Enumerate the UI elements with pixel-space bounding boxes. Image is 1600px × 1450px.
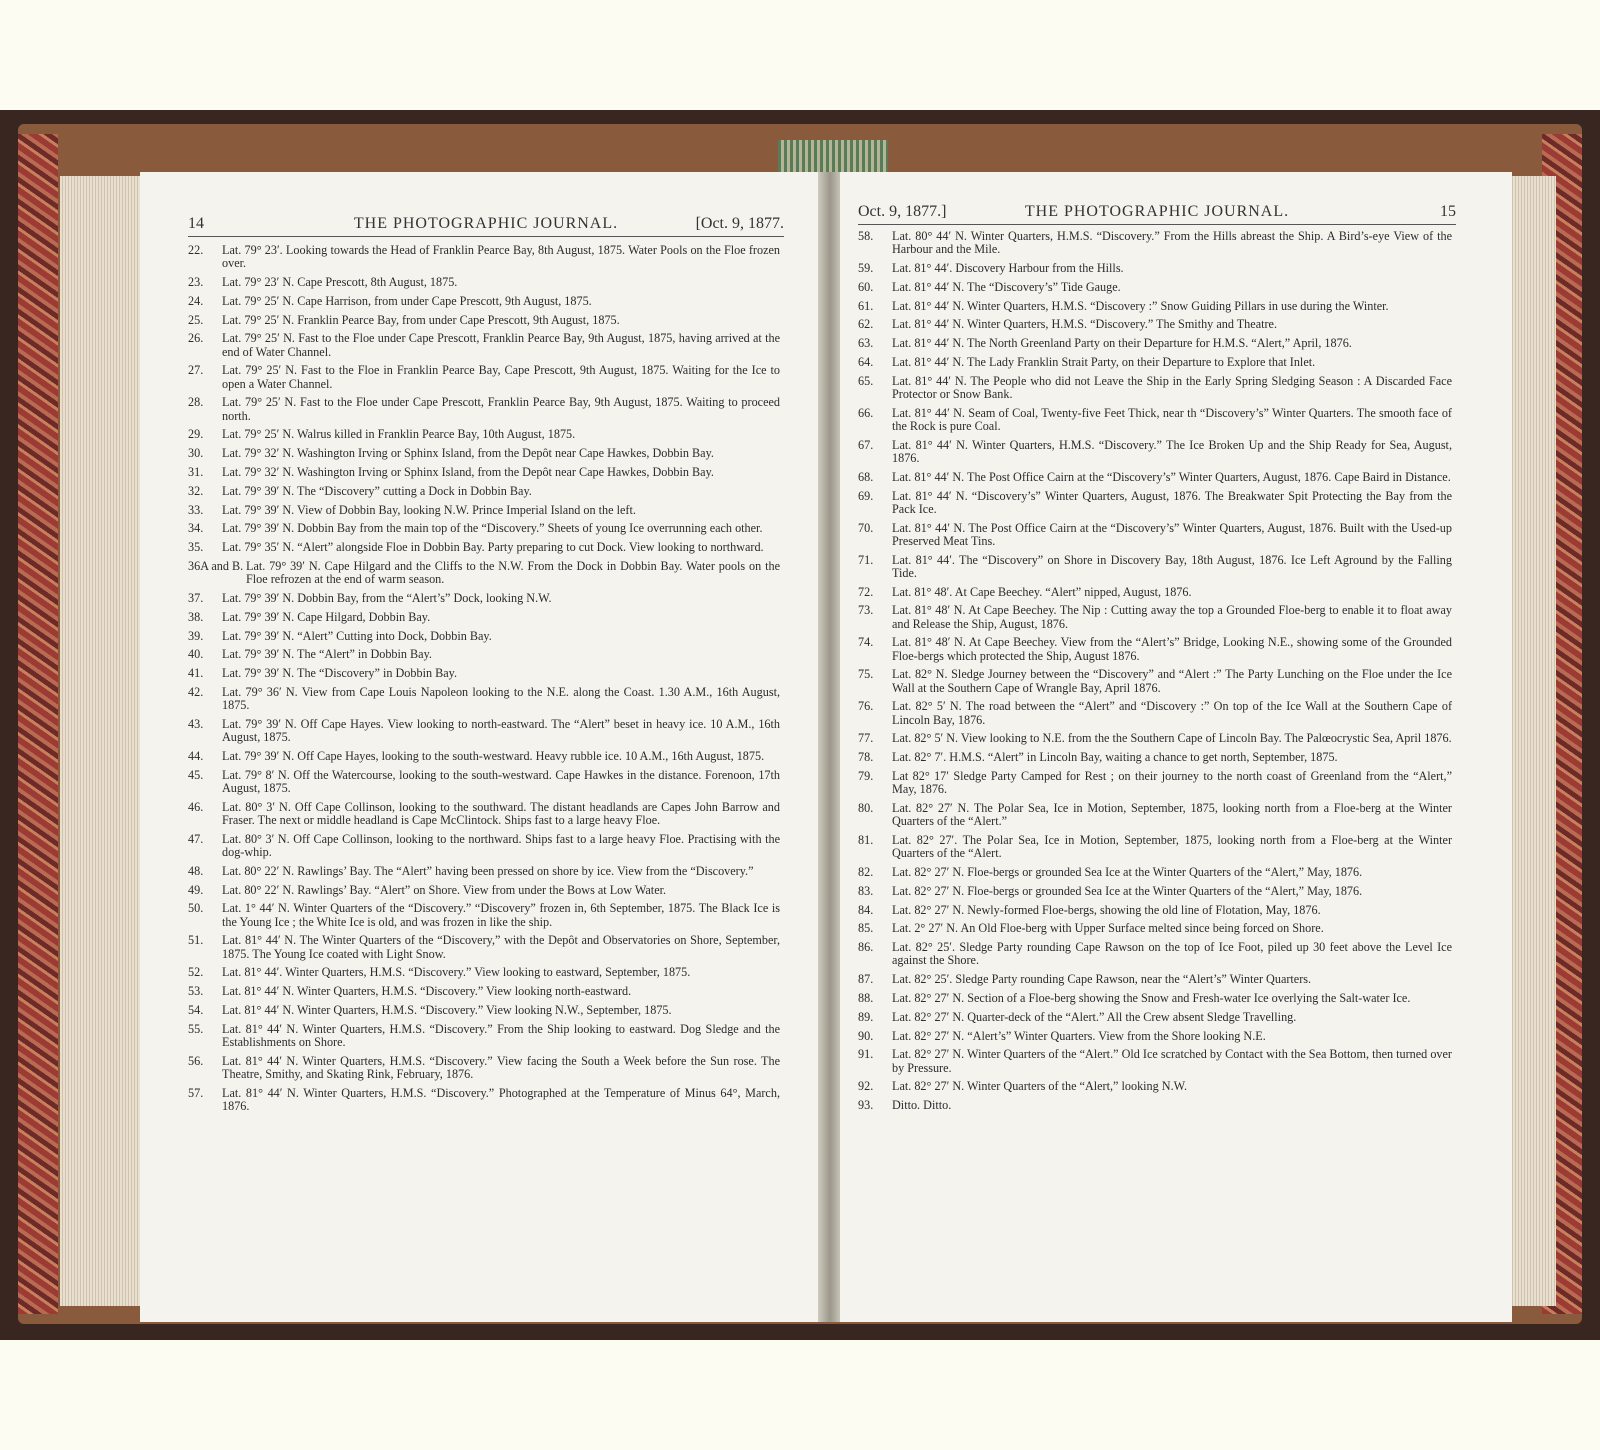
list-item — [858, 1030, 1452, 1043]
list-item — [188, 833, 780, 859]
entry-text: Lat. 81° 48′ N. At Cape Beechey. View from the “Alert’s” Bridge, Looking N.E., showing some of the Grounded Floe-bergs which protected the Ship, August 1876. — [892, 635, 1452, 663]
entry-text: Lat. 81° 44′ N. Winter Quarters, H.M.S. “Discovery :” Snow Guiding Pillars in use during the Winter. — [892, 298, 1389, 313]
list-item — [858, 732, 1452, 745]
entry-number: 43. — [188, 716, 204, 731]
left-page — [140, 172, 820, 1322]
entry-number: 24. — [188, 293, 204, 308]
list-item — [188, 667, 780, 680]
list-item — [188, 769, 780, 795]
list-item — [858, 802, 1452, 828]
entry-text: Lat. 82° N. Sledge Journey between the “Discovery” and “Alert :” The Party Lunching on the Floe under the Ice Wall at the Southern Cape of Wrangle Bay, April 1876. — [892, 667, 1452, 695]
entry-text: Lat. 79° 32′ N. Washington Irving or Sphinx Island, from the Depôt near Cape Hawkes, Dobbin Bay. — [222, 464, 714, 479]
list-item — [188, 295, 780, 308]
list-item — [858, 885, 1452, 898]
entry-text: Lat. 79° 8′ N. Off the Watercourse, looking to the south-westward. Cape Hawkes in the distance. Forenoon, 17th August, 1875. — [222, 767, 780, 795]
entry-number: 34. — [188, 521, 204, 536]
book-gutter — [818, 172, 842, 1322]
entry-text: Lat. 81° 44′ N. The Winter Quarters of the “Discovery,” with the Depôt and Observatories on Shore, September, 1875. The Young Ice coated with Light Snow. — [222, 933, 780, 961]
entry-number: 71. — [858, 552, 874, 567]
list-item — [858, 439, 1452, 465]
entry-text: Lat. 79° 23′. Looking towards the Head of Franklin Pearce Bay, 8th August, 1875. Water Pools on the Floe frozen over. — [222, 243, 780, 271]
entry-number: 75. — [858, 667, 874, 682]
entry-number: 90. — [858, 1028, 874, 1043]
journal-title: THE PHOTOGRAPHIC JOURNAL. — [1024, 203, 1290, 220]
list-item — [858, 1080, 1452, 1093]
entry-number: 36A and B. — [188, 558, 244, 573]
entry-number: 66. — [858, 405, 874, 420]
list-item — [858, 922, 1452, 935]
entry-text: Lat. 81° 44′ N. Winter Quarters, H.M.S. “Discovery.” View looking N.W., September, 1875. — [222, 1002, 672, 1017]
entry-text: Lat. 82° 25′. Sledge Party rounding Cape Rawson, near the “Alert’s” Winter Quarters. — [892, 972, 1312, 987]
entry-text: Lat. 79° 35′ N. “Alert” alongside Floe in Dobbin Bay. Party preparing to cut Dock. View looking to northward. — [222, 540, 764, 555]
list-item — [188, 244, 780, 270]
entry-number: 32. — [188, 483, 204, 498]
entry-text: Lat. 79° 39′ N. Cape Hilgard and the Cliffs to the N.W. From the Dock in Dobbin Bay. Water pools on the Floe refrozen at the end of warm season. — [246, 558, 780, 587]
entry-number: 23. — [188, 275, 204, 289]
entry-number: 89. — [858, 1009, 874, 1024]
entry-text: Lat. 80° 22′ N. Rawlings’ Bay. The “Alert” having been pressed on shore by ice. View from the “Discovery.” — [222, 863, 754, 878]
entry-text: Lat. 82° 27′ N. Floe-bergs or grounded Sea Ice at the Winter Quarters of the “Alert,” May, 1876. — [892, 864, 1363, 879]
entry-text: Lat. 81° 44′ N. The Post Office Cairn at the “Discovery’s” Winter Quarters, August, 1876. Cape Baird in Distance. — [892, 469, 1451, 484]
entry-text: Lat. 81° 44′ N. The “Discovery’s” Tide Gauge. — [892, 279, 1121, 294]
list-item — [858, 356, 1452, 369]
entry-text: Lat. 79° 25′ N. Walrus killed in Franklin Pearce Bay, 10th August, 1875. — [222, 427, 576, 442]
entry-text: Lat. 81° 44′ N. Seam of Coal, Twenty-five Feet Thick, near th “Discovery’s” Winter Quarters. The smooth face of the Rock is pure Coal. — [892, 405, 1452, 433]
entry-text: Lat. 81° 44′ N. The Post Office Cairn at the “Discovery’s” Winter Quarters, August, 1876. Built with the Used-up Preserved Meat Tins. — [892, 520, 1452, 548]
list-item — [858, 834, 1452, 860]
entry-number: 59. — [858, 261, 874, 275]
list-item — [858, 586, 1452, 599]
entry-number: 60. — [858, 279, 874, 294]
list-item — [858, 973, 1452, 986]
entry-number: 74. — [858, 635, 874, 650]
entry-number: 78. — [858, 750, 874, 765]
entry-text: Lat. 79° 39′ N. Dobbin Bay, from the “Alert’s” Dock, looking N.W. — [222, 590, 552, 605]
entry-text: Lat. 81° 44′ N. Winter Quarters, H.M.S. “Discovery.” The Ice Broken Up and the Ship Ready for Sea, August, 1876. — [892, 437, 1452, 465]
entry-number: 42. — [188, 684, 204, 699]
entry-number: 35. — [188, 540, 204, 555]
entry-text: Lat. 81° 44′ N. The Lady Franklin Strait Party, on their Departure to Explore that Inlet. — [892, 354, 1316, 369]
entry-text: Lat. 79° 39′ N. Dobbin Bay from the main top of the “Discovery.” Sheets of young Ice overrunning each other. — [222, 521, 763, 536]
list-item — [858, 1048, 1452, 1074]
page-edges-left — [60, 176, 146, 1306]
list-item — [188, 276, 780, 289]
left-entry-list — [188, 244, 780, 1119]
entry-text: Lat. 80° 44′ N. Winter Quarters, H.M.S. “Discovery.” From the Hills abreast the Ship. A Bird’s-eye View of the Harbour and the Mile. — [892, 229, 1452, 257]
list-item — [858, 1011, 1452, 1024]
entry-text: Lat. 82° 25′. Sledge Party rounding Cape Rawson on the top of Ice Foot, piled up 30 feet above the Level Ice against the Shore. — [892, 940, 1452, 968]
entry-number: 53. — [188, 984, 204, 999]
list-item — [188, 485, 780, 498]
entry-number: 79. — [858, 768, 874, 783]
entry-number: 48. — [188, 863, 204, 878]
list-item — [858, 300, 1452, 313]
entry-number: 77. — [858, 731, 874, 746]
page-number: 15 — [1440, 203, 1456, 220]
entry-number: 85. — [858, 921, 874, 936]
entry-number: 47. — [188, 831, 204, 846]
page-edges-right — [1510, 176, 1556, 1306]
list-item — [858, 375, 1452, 401]
entry-text: Lat. 79° 39′ N. “Alert” Cutting into Dock, Dobbin Bay. — [222, 628, 492, 643]
list-item — [188, 934, 780, 960]
left-page-header — [188, 208, 784, 237]
entry-number: 92. — [858, 1079, 874, 1094]
entry-text: Lat. 79° 36′ N. View from Cape Louis Napoleon looking to the N.E. along the Coast. 1.30 A.M., 16th August, 1875. — [222, 684, 780, 713]
entry-number: 44. — [188, 748, 204, 763]
right-entry-list — [858, 230, 1452, 1118]
list-item — [858, 230, 1452, 256]
list-item — [858, 770, 1452, 796]
entry-number: 93. — [858, 1098, 874, 1113]
entry-number: 29. — [188, 427, 204, 442]
list-item — [188, 902, 780, 928]
list-item — [188, 447, 780, 460]
list-item — [188, 364, 780, 390]
entry-text: Lat. 79° 25′ N. Franklin Pearce Bay, from under Cape Prescott, 9th August, 1875. — [222, 312, 620, 327]
entry-text: Lat. 81° 44′ N. Winter Quarters, H.M.S. “Discovery.” The Smithy and Theatre. — [892, 317, 1277, 332]
list-item — [188, 332, 780, 358]
entry-text: Lat. 79° 23′ N. Cape Prescott, 8th August, 1875. — [222, 275, 458, 289]
list-item — [858, 554, 1452, 580]
list-item — [188, 1087, 780, 1113]
entry-number: 67. — [858, 437, 874, 452]
entry-number: 52. — [188, 965, 204, 980]
list-item — [858, 407, 1452, 433]
entry-number: 55. — [188, 1021, 204, 1036]
entry-text: Lat. 79° 25′ N. Cape Harrison, from under Cape Prescott, 9th August, 1875. — [222, 293, 592, 308]
entry-number: 72. — [858, 584, 874, 599]
list-item — [858, 668, 1452, 694]
entry-text: Lat. 80° 3′ N. Off Cape Collinson, looking to the southward. The distant headlands are Capes John Barrow and Fraser. The next or middle headland is Cape McClintock. Ships fast to a large heavy Floe. — [222, 799, 780, 827]
entry-number: 58. — [858, 229, 874, 243]
entry-text: Lat. 2° 27′ N. An Old Floe-berg with Upper Surface melted since being forced on Shore. — [892, 921, 1324, 936]
entry-number: 45. — [188, 767, 204, 782]
list-item — [188, 1055, 780, 1081]
book-photo — [0, 110, 1600, 1340]
entry-number: 73. — [858, 603, 874, 618]
list-item — [188, 560, 780, 586]
entry-number: 63. — [858, 336, 874, 351]
entry-number: 49. — [188, 882, 204, 897]
list-item — [188, 611, 780, 624]
entry-number: 26. — [188, 331, 204, 346]
list-item — [858, 522, 1452, 548]
entry-text: Lat. 79° 39′ N. The “Discovery” cutting a Dock in Dobbin Bay. — [222, 483, 532, 498]
list-item — [858, 866, 1452, 879]
entry-number: 30. — [188, 446, 204, 461]
entry-number: 81. — [858, 832, 874, 847]
spine-headband — [778, 140, 888, 172]
list-item — [858, 1099, 1452, 1112]
marbled-edge-left — [18, 134, 58, 1314]
entry-text: Lat. 82° 5′ N. View looking to N.E. from the the Southern Cape of Lincoln Bay. The Palœocrystic Sea, April 1876. — [892, 731, 1452, 746]
entry-number: 62. — [858, 317, 874, 332]
entry-number: 40. — [188, 647, 204, 662]
entry-number: 80. — [858, 800, 874, 815]
list-item — [188, 522, 780, 535]
entry-text: Lat. 80° 22′ N. Rawlings’ Bay. “Alert” on Shore. View from under the Bows at Low Water. — [222, 882, 667, 897]
list-item — [188, 314, 780, 327]
entry-number: 54. — [188, 1002, 204, 1017]
entry-number: 91. — [858, 1047, 874, 1062]
entry-text: Lat. 79° 39′ N. The “Alert” in Dobbin Bay. — [222, 647, 432, 662]
entry-text: Lat. 82° 27′ N. Newly-formed Floe-bergs, showing the old line of Flotation, May, 1876. — [892, 902, 1321, 917]
entry-number: 27. — [188, 363, 204, 378]
entry-text: Lat. 82° 27′ N. Floe-bergs or grounded Sea Ice at the Winter Quarters of the “Alert,” May, 1876. — [892, 883, 1363, 898]
entry-text: Lat. 81° 44′ N. “Discovery’s” Winter Quarters, August, 1876. The Breakwater Spit Protecting the Bay from the Pack Ice. — [892, 488, 1452, 516]
entry-text: Lat. 82° 27′ N. “Alert’s” Winter Quarters. View from the Shore looking N.E. — [892, 1028, 1266, 1043]
entry-number: 68. — [858, 469, 874, 484]
entry-text: Lat. 82° 27′ N. The Polar Sea, Ice in Motion, September, 1875, looking north from a Floe-berg at the Winter Quarters of the “Alert.” — [892, 800, 1452, 829]
entry-number: 31. — [188, 464, 204, 479]
entry-text: Lat. 80° 3′ N. Off Cape Collinson, looking to the northward. Ships fast to a large heavy Floe. Practising with the dog-whip. — [222, 831, 780, 859]
entry-number: 28. — [188, 395, 204, 410]
entry-text: Lat. 79° 25′ N. Fast to the Floe under Cape Prescott, Franklin Pearce Bay, 9th August, 1875. Waiting to proceed north. — [222, 395, 780, 423]
entry-number: 86. — [858, 940, 874, 955]
entry-text: Lat. 79° 39′ N. View of Dobbin Bay, looking N.W. Prince Imperial Island on the left. — [222, 502, 636, 517]
list-item — [858, 992, 1452, 1005]
list-item — [858, 471, 1452, 484]
entry-number: 33. — [188, 502, 204, 517]
entry-number: 64. — [858, 354, 874, 369]
entry-number: 50. — [188, 901, 204, 916]
list-item — [188, 966, 780, 979]
list-item — [858, 941, 1452, 967]
journal-title: THE PHOTOGRAPHIC JOURNAL. — [353, 215, 619, 232]
book-cover — [18, 124, 1582, 1324]
list-item — [188, 396, 780, 422]
page-number: 14 — [188, 215, 204, 232]
entry-text: Lat. 81° 44′ N. Winter Quarters, H.M.S. “Discovery.” From the Ship looking to eastward. Dog Sledge and the Establishments on Shore. — [222, 1021, 780, 1049]
entry-number: 22. — [188, 243, 204, 257]
list-item — [188, 801, 780, 827]
list-item — [188, 718, 780, 744]
entry-text: Lat. 81° 44′ N. Winter Quarters, H.M.S. “Discovery.” View facing the South a Week before the Sun rose. The Theatre, Smithy, and Skating Rink, February, 1876. — [222, 1053, 780, 1081]
entry-text: Lat. 81° 44′ N. The North Greenland Party on their Departure for H.M.S. “Alert,” April, 1876. — [892, 336, 1352, 351]
entry-number: 39. — [188, 628, 204, 643]
issue-date: [Oct. 9, 1877. — [695, 215, 784, 232]
list-item — [858, 318, 1452, 331]
entry-text: Lat. 81° 48′. At Cape Beechey. “Alert” nipped, August, 1876. — [892, 584, 1192, 599]
entry-text: Lat. 79° 39′ N. Off Cape Hayes, looking to the south-westward. Heavy rubble ice. 10 A.M., 16th August, 1875. — [222, 748, 765, 763]
entry-number: 70. — [858, 520, 874, 535]
entry-number: 76. — [858, 699, 874, 714]
entry-text: Lat. 82° 27′. The Polar Sea, Ice in Motion, September, 1875, looking north from a Floe-berg at the Winter Quarters of the “Alert. — [892, 832, 1452, 861]
list-item — [188, 428, 780, 441]
entry-number: 69. — [858, 488, 874, 503]
entry-text: Lat. 82° 7′. H.M.S. “Alert” in Lincoln Bay, waiting a chance to get north, September, 1875. — [892, 750, 1338, 765]
entry-text: Lat. 81° 44′. Winter Quarters, H.M.S. “Discovery.” View looking to eastward, September, 1875. — [222, 965, 691, 980]
list-item — [188, 648, 780, 661]
entry-text: Lat. 81° 48′ N. At Cape Beechey. The Nip : Cutting away the top a Grounded Floe-berg to enable it to float away and Release the Ship, August, 1876. — [892, 603, 1452, 631]
entry-number: 38. — [188, 609, 204, 624]
entry-number: 56. — [188, 1053, 204, 1068]
entry-number: 82. — [858, 864, 874, 879]
issue-date: Oct. 9, 1877.] — [858, 203, 947, 220]
entry-number: 65. — [858, 373, 874, 388]
list-item — [858, 700, 1452, 726]
list-item — [858, 751, 1452, 764]
entry-text: Lat. 81° 44′ N. The People who did not Leave the Ship in the Early Spring Sledging Season : A Discarded Face Protector or Snow Bank. — [892, 373, 1452, 401]
entry-text: Lat 82° 17′ Sledge Party Camped for Rest ; on their journey to the north coast of Greenland from the “Alert,” May, 1876. — [892, 768, 1452, 797]
list-item — [188, 985, 780, 998]
entry-text: Lat. 82° 5′ N. The road between the “Alert” and “Discovery :” On top of the Ice Wall at the Southern Cape of Lincoln Bay, 1876. — [892, 699, 1452, 727]
entry-number: 88. — [858, 990, 874, 1005]
entry-text: Lat. 79° 39′ N. Off Cape Hayes. View looking to north-eastward. The “Alert” beset in heavy ice. 10 A.M., 16th August, 1875. — [222, 716, 780, 745]
list-item — [188, 865, 780, 878]
entry-text: Lat. 82° 27′ N. Winter Quarters of the “Alert,” looking N.W. — [892, 1079, 1188, 1094]
list-item — [858, 636, 1452, 662]
entry-text: Lat. 79° 32′ N. Washington Irving or Sphinx Island, from the Depôt near Cape Hawkes, Dobbin Bay. — [222, 446, 714, 461]
entry-text: Lat. 81° 44′. Discovery Harbour from the Hills. — [892, 261, 1124, 275]
entry-text: Lat. 79° 39′ N. The “Discovery” in Dobbin Bay. — [222, 666, 457, 681]
list-item — [188, 504, 780, 517]
entry-text: Lat. 1° 44′ N. Winter Quarters of the “Discovery.” “Discovery” frozen in, 6th September, 1875. The Black Ice is the Young Ice ; the White Ice is old, and was frozen in like the ship. — [222, 901, 780, 929]
list-item — [858, 490, 1452, 516]
entry-number: 57. — [188, 1085, 204, 1100]
entry-text: Lat. 81° 44′ N. Winter Quarters, H.M.S. “Discovery.” View looking north-eastward. — [222, 984, 632, 999]
entry-number: 61. — [858, 298, 874, 313]
entry-number: 37. — [188, 590, 204, 605]
list-item — [188, 686, 780, 712]
entry-text: Lat. 81° 44′. The “Discovery” on Shore in Discovery Bay, 18th August, 1876. Ice Left Aground by the Falling Tide. — [892, 552, 1452, 580]
entry-number: 25. — [188, 312, 204, 327]
entry-number: 84. — [858, 902, 874, 917]
list-item — [188, 592, 780, 605]
list-item — [188, 1004, 780, 1017]
list-item — [188, 630, 780, 643]
list-item — [858, 262, 1452, 275]
list-item — [188, 466, 780, 479]
list-item — [858, 904, 1452, 917]
list-item — [188, 750, 780, 763]
list-item — [188, 1023, 780, 1049]
list-item — [188, 541, 780, 554]
entry-number: 83. — [858, 883, 874, 898]
entry-number: 87. — [858, 972, 874, 987]
entry-text: Lat. 79° 39′ N. Cape Hilgard, Dobbin Bay. — [222, 609, 431, 624]
right-page-header — [858, 196, 1456, 225]
entry-text: Lat. 82° 27′ N. Winter Quarters of the “Alert.” Old Ice scratched by Contact with the Sea Bottom, then turned over by Pressure. — [892, 1047, 1452, 1075]
list-item — [858, 281, 1452, 294]
entry-text: Lat. 79° 25′ N. Fast to the Floe under Cape Prescott, Franklin Pearce Bay, 9th August, 1875, having arrived at the end of Water Channel. — [222, 331, 780, 359]
entry-text: Lat. 82° 27′ N. Section of a Floe-berg showing the Snow and Fresh-water Ice overlying the Salt-water Ice. — [892, 990, 1411, 1005]
entry-text: Lat. 81° 44′ N. Winter Quarters, H.M.S. “Discovery.” Photographed at the Temperature of Minus 64°, March, 1876. — [222, 1085, 780, 1113]
right-page — [840, 172, 1512, 1322]
list-item — [188, 884, 780, 897]
list-item — [858, 337, 1452, 350]
entry-number: 51. — [188, 933, 204, 948]
entry-text: Lat. 82° 27′ N. Quarter-deck of the “Alert.” All the Crew absent Sledge Travelling. — [892, 1009, 1297, 1024]
entry-text: Ditto. Ditto. — [892, 1098, 952, 1113]
entry-text: Lat. 79° 25′ N. Fast to the Floe in Franklin Pearce Bay, Cape Prescott, 9th August, 1875. Waiting for the Ice to open a Water Channel. — [222, 363, 780, 391]
list-item — [858, 604, 1452, 630]
entry-number: 46. — [188, 799, 204, 814]
entry-number: 41. — [188, 666, 204, 681]
